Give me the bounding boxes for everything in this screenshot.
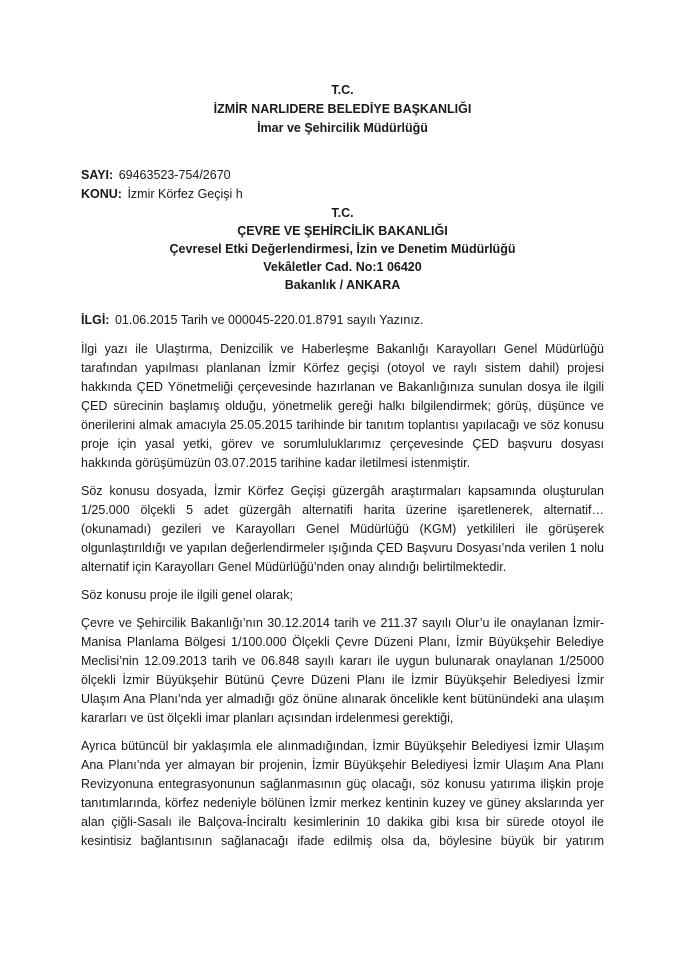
letterhead [81, 81, 604, 138]
letterhead-department: İmar ve Şehircilik Müdürlüğü [257, 121, 428, 135]
recipient-ministry: ÇEVRE VE ŞEHİRCİLİK BAKANLIĞI [237, 224, 448, 238]
recipient-city: Bakanlık / ANKARA [284, 278, 401, 292]
body-paragraph-3: Söz konusu proje ile ilgili genel olarak; [81, 588, 293, 602]
body-paragraph-5: Ayrıca bütüncül bir yaklaşımla ele alınmadığından, İzmir Büyükşehir Belediyesi İzmir Ulaşım Ana Planı’nda yer almayan bir projenin, İzmir Büyükşehir Belediyesi İzmir Ulaşım Ana Planı Revizyonuna entegrasyonunun sağlanmasının güç olacağı, söz konusu yatırıma ilişkin proje tanıtımlarında, körfez nedeniyle bölünen İzmir merkez kentinin kuzey ve güney akslarında yer alan çiğli-Sasalı ile Balçova-İnciraltı kesimlerinin 10 dakika gibi kısa bir sürede otoyol ile kesintisiz bağlantısının sağlanacağı ifade edilmiş olsa da, böylesine büyük bir yatırım [81, 739, 604, 848]
sayi-line [81, 166, 604, 185]
letterhead-country: T.C. [331, 83, 354, 97]
reference-line [81, 311, 604, 330]
konu-label: KONU: [81, 187, 122, 201]
body-paragraph-4: Çevre ve Şehircilik Bakanlığı’nın 30.12.2014 tarih ve 211.37 sayılı Olur’u ile onaylanan İzmir-Manisa Planlama Bölgesi 1/100.000 Ölçekli Çevre Düzeni Planı, İzmir Büyükşehir Belediye Meclisi’nin 12.09.2013 tarih ve 06.848 sayılı kararı ile uygun bulunarak onaylanan 1/25000 ölçekli İzmir Büyükşehir Bütünü Çevre Düzeni Planı ile İzmir Büyükşehir Belediyesi İzmir Ulaşım Ana Planı’nda yer almadığı göz önüne alınarak öncelikle kent bütünündeki ana ulaşım kararları ve üst ölçekli imar planları açısından irdelenmesi gerektiği, [81, 616, 604, 725]
recipient-country: T.C. [331, 206, 354, 220]
sayi-label: SAYI: [81, 168, 114, 182]
body-paragraph-1: İlgi yazı ile Ulaştırma, Denizcilik ve Haberleşme Bakanlığı Karayolları Genel Müdürlüğü tarafından yapılması planlanan İzmir Körfez geçişi (otoyol ve raylı sistem dahil) projesi hakkında ÇED Yönetmeliği çerçevesinde hazırlanan ve Bakanlığınıza sunulan dosya ile ilgili ÇED sürecinin başlamış olduğu, yönetmelik gereği halkı bilgilendirmek; görüş, düşünce ve önerilerini almak amacıyla 25.05.2015 tarihinde bir tanıtım toplantısı yapılacağı ve söz konusu proje için yasal yetki, görev ve sorumluluklarımız çerçevesinde ÇED başvuru dosyası hakkında görüşümüzün 03.07.2015 tarihine kadar iletilmesi istenmiştir. [81, 342, 604, 470]
konu-value: İzmir Körfez Geçişi h [127, 187, 243, 201]
recipient-directorate: Çevresel Etki Değerlendirmesi, İzin ve Denetim Müdürlüğü [169, 242, 516, 256]
reference-value: 01.06.2015 Tarih ve 000045-220.01.8791 sayılı Yazınız. [114, 313, 424, 327]
letterhead-institution: İZMİR NARLIDERE BELEDİYE BAŞKANLIĞI [213, 102, 472, 116]
recipient-address: Vekâletler Cad. No:1 06420 [263, 260, 422, 274]
reference-label: İLGİ: [81, 313, 110, 327]
sayi-value: 69463523-754/2670 [118, 168, 231, 182]
body-paragraph-2: Söz konusu dosyada, İzmir Körfez Geçişi güzergâh araştırmaları kapsamında oluşturulan 1/25.000 ölçekli 5 adet güzergâh alternatifi harita üzerine işaretlenerek, alternatif… (okunamadı) gezileri ve Karayolları Genel Müdürlüğü (KGM) yetkilileri ile görüşerek olgunlaştırıldığı ve yapılan değerlendirmeler ışığında ÇED Başvuru Dosyası’nda verilen 1 nolu alternatif için Karayolları Genel Müdürlüğü’nden onay alındığı belirtilmektedir. [81, 484, 604, 574]
document-meta [81, 166, 604, 204]
recipient-block [81, 204, 604, 294]
konu-line [81, 185, 604, 204]
